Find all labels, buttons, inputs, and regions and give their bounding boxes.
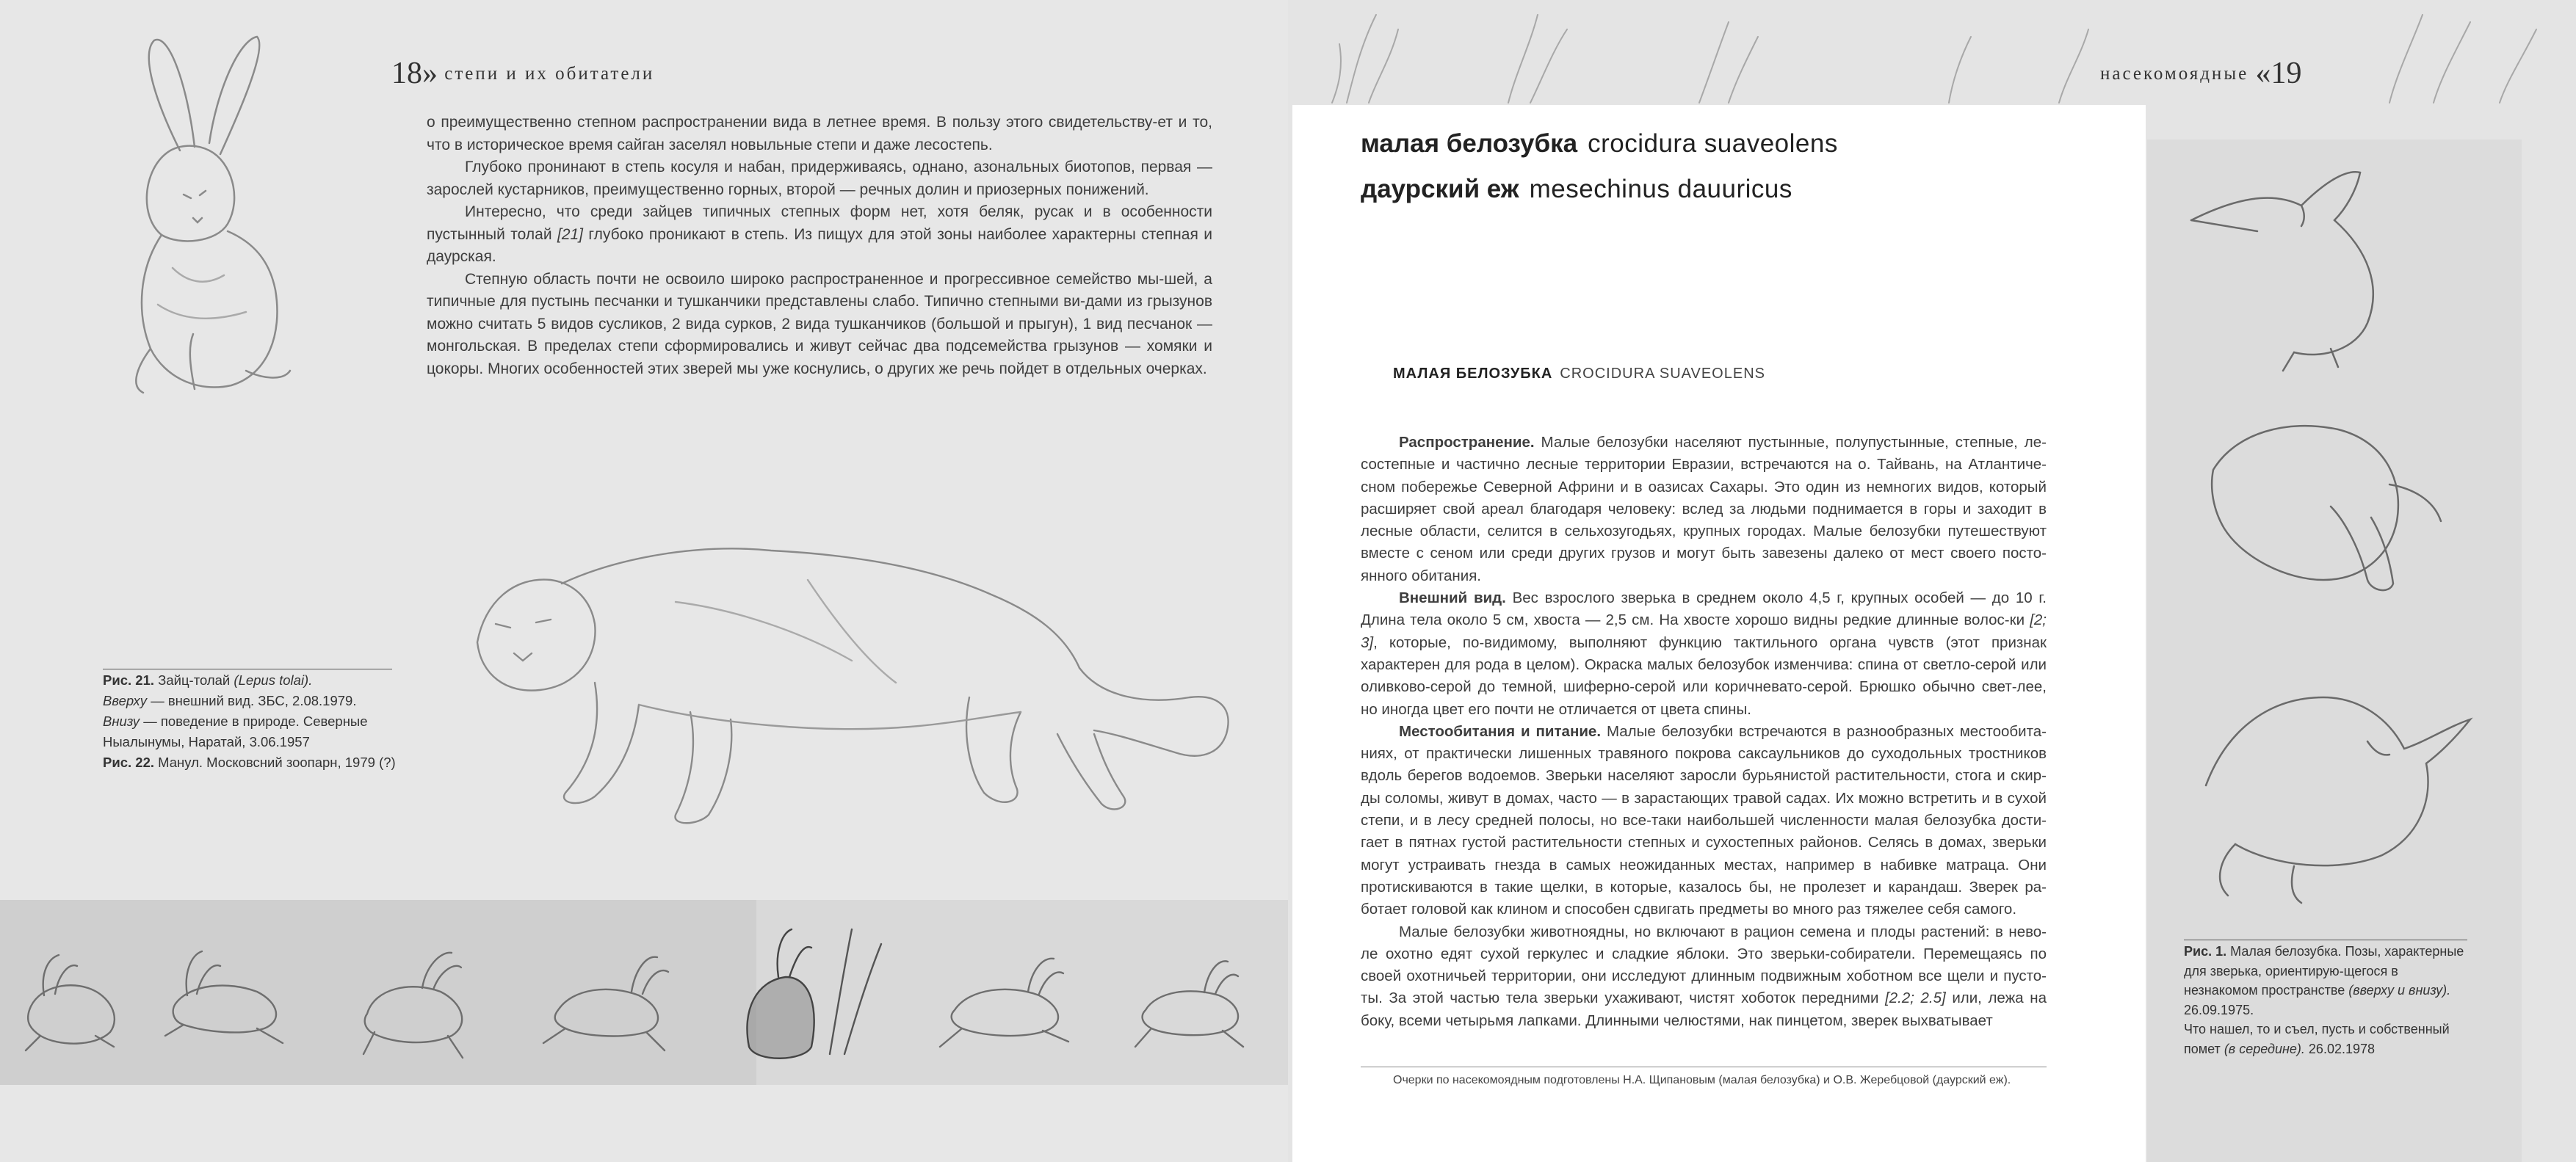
figure-label: Рис. 22. [103,755,154,770]
hare-sketch-top [70,26,305,400]
running-head-title-right: насекомоядные [2100,64,2249,84]
running-hares-sketch [0,900,1288,1085]
hare-figure [940,959,1068,1047]
right-body-text [1361,432,2047,1032]
left-body-text [427,112,1212,380]
page-number-left: 18 [391,57,422,90]
section-heading: МАЛАЯ БЕЛОЗУБКА CROCIDURA SUAVEOLENS [1393,366,1765,382]
shrew-figure-bottom [2206,697,2470,903]
hare-figure [747,929,881,1058]
paragraph: Степную область почти не освоило широко распространенное и прогрессивное семейство мы-шей, а типичные для пустынь песчанки и тушканчики представлены слабо. Типично степными ви-дами из грызунов можно считать 5 видов сусликов, 2 вида сурков, 2 вида тушканчиков (большой и прыгун), 1 вид песчанок — монгольская. В пределах степи сформировались и живут сейчас два подсемейства грызунов — хомяки и цокоры. Многих особенностей этих зверей мы уже коснулись, о других же речь пойдет в отдельных очерках. [427,270,1212,377]
manul-sketch [455,514,1248,851]
running-head-title-left: степи и их обитатели [444,64,655,84]
paragraph: Интересно, что среди зайцев типичных степных форм нет, хотя беляк, русак и в особенности пустынный толай [21] глубоко проникают в степь. Из пищух для этой зоны наиболее характерны степная и даурская. [427,203,1212,265]
shrew-figure-middle [2212,426,2441,590]
running-head-right [2100,56,2301,91]
paragraph: Малые белозубки животноядны, но включают в рацион семена и плоды растений: в нево-ле охотно едят сухой геркулес и сладкие яблоки. Это зверьки-собиратели. Перемещаясь по своей охотничьей территории, они исследуют длинным подвижным хоботном все щели и пусто-ты. За этой частью тела зверьки ухаживают, чистят хоботок передними [2.2; 2.5] или, лежа на боку, всеми четырьмя лапками. Длинными челюстями, нак пинцетом, зверек выхватывает [1361,923,2047,1029]
reference: [21] [557,225,584,243]
hare-figure [543,957,668,1050]
hare-figure [363,953,463,1058]
chevron-left-icon: « [2255,57,2271,90]
title-species-2: даурский еж mesechinus dauuricus [1361,175,1792,203]
figure-label: Рис. 21. [103,672,154,688]
running-head-left [391,56,654,91]
reference: [2; 3] [1361,611,2047,651]
figure-caption-right: Рис. 1. Малая белозубка. Позы, характерные для зверька, ориентирую-щегося в незнакомом пространстве (вверху и внизу). 26.09.1975. Что нашел, то и съел, пусть и собственный помет (в середине). 26.02.1978 [2184,944,2464,1056]
hare-figure [165,951,283,1043]
shrew-sketches [2147,139,2522,932]
paragraph: Глубоко пронинают в степь косуля и набан, придерживаясь, однано, азональных биотопов, первая — зарослей кустарников, преимущественно горных, второй — речных долин и приозерных понижений. [427,159,1212,198]
figure-label: Рис. 1. [2184,944,2227,959]
page-number-right: 19 [2271,57,2302,90]
hare-figure [26,955,115,1050]
chevron-right-icon: » [422,57,438,90]
shrew-figure-top [2191,172,2373,371]
reference: [2.2; 2.5] [1885,989,1946,1007]
paragraph: о преимущественно степном распространении вида в летнее время. В пользу этого свидетельству-ет и то, что в историческое время сайган заселял новыльные степи и даже лесостепь. [427,114,1212,153]
paragraph: Местообитания и питание. Малые белозубки встречаются в разнообразных местообита-ниях, от практически лишенных травяного покрова саксаульников до суходольных тростников вдоль берегов водоемов. Зверьки населяют заросли бурьянистой растительности, стога и скир-ды соломы, живут в домах, часто — в зарастающих травой садах. Их можно встретить и в сухой степи, и в лесу средней полосы, но все-таки наибольшей численности малая белозубка дости-гает в пятнах густой растительности степных и сухостепных районов. Селясь в домах, зверьки могут устраивать гнезда в самых неожиданных местах, например в набивке матраца. Они протискиваются в такие щелки, в которые, казалось бы, не пролезет и карандаш. Зверек ра-ботает головой как клином и способен сдвигать предметы во много раз тяжелее себя самого. [1361,722,2047,918]
hare-figure [1135,961,1243,1047]
paragraph: Распространение. Малые белозубки населяют пустынные, полупустынные, степные, ле-состепные и частично лесные территории Евразии, встречаются на о. Тайвань, на Атлантиче-сном побережье Северной Африни и в оазисах Сахары. Это один из немногих видов, который расширяет свой ареал благодаря человеку: вслед за людьми поднимается в горы и заходит в лесные области, селится в сельхозугодьях, крупных городах. Малые белозубки путешествуют вместе с сеном или среди других грузов и могут быть завезены далеко от мест своего посто-янного обитания. [1361,434,2047,584]
grass-sketch-top [1288,0,2576,110]
figure-caption-left: Рис. 21. Зайц-толай (Lepus tolai). Вверху — внешний вид. ЗБС, 2.08.1979. Внизу — поведение в природе. Северные Ныалынумы, Наратай, 3.06.1957 Рис. 22. Манул. Московсний зоопарн, 1979 (?) [103,672,396,770]
paragraph: Внешний вид. Вес взрослого зверька в среднем около 4,5 г, крупных особей — до 10 г. Длина тела около 5 см, хвоста — 2,5 см. На хвосте хорошо видны редкие длинные волос-ки [2; 3], которые, по-видимому, выполняют функцию тактильного органа чувств (этот признак характерен для рода в целом). Окраска малых белозубок изменчива: спина от светло-серой или оливково-серой до темной, шиферно-серой или коричневато-серой. Брюшко обычно свет-лее, но иногда цвет его почти не отличается от цвета спины. [1361,589,2047,718]
footnote: Очерки по насекомоядным подготовлены Н.А. Щипановым (малая белозубка) и О.В. Жеребцовой (даурский еж). [1393,1074,2011,1086]
title-species-1: малая белозубка crocidura suaveolens [1361,129,1838,158]
